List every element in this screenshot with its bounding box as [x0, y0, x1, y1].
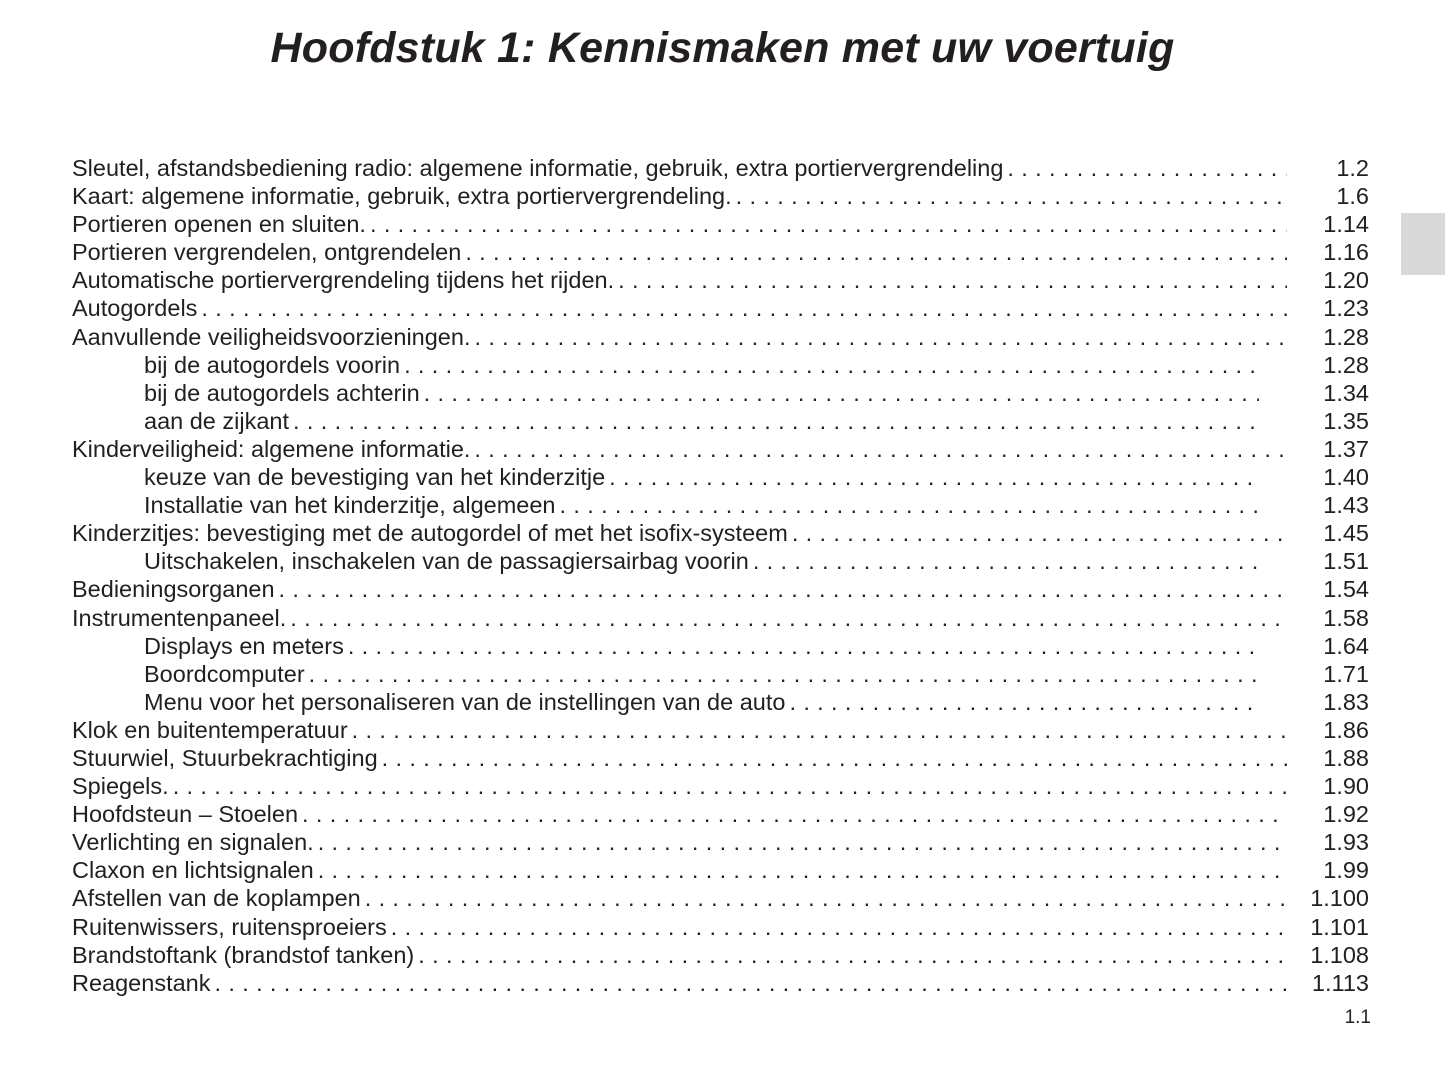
toc-subentry-label: bij de autogordels achterin . . .: [144, 379, 1259, 407]
toc-subentry[interactable]: [72, 407, 1372, 435]
toc-subentry-label: Uitschakelen, inschakelen van de passagiersairbag voorin . . .: [144, 547, 1259, 575]
toc-entry-page: 1.23: [1323, 295, 1369, 322]
toc-subentry[interactable]: [72, 463, 1372, 491]
toc-entry-page: 1.45: [1323, 520, 1369, 547]
toc-entry[interactable]: [72, 182, 1372, 210]
toc-entry-page: 1.20: [1323, 267, 1369, 294]
chapter-tab: [1401, 213, 1445, 275]
toc-entry-page: 1.37: [1323, 435, 1369, 462]
toc-entry-page: 1.108: [1310, 941, 1369, 968]
toc-entry-label: Afstellen van de koplampen . . .: [72, 884, 1287, 912]
toc-entry-page: 1.90: [1323, 773, 1369, 800]
toc-subentry-page: 1.34: [1323, 379, 1369, 406]
toc-entry[interactable]: [72, 969, 1372, 997]
toc-subentry[interactable]: [72, 660, 1372, 688]
toc-entry-page: 1.113: [1311, 969, 1369, 996]
toc-subentry-page: 1.28: [1323, 351, 1369, 378]
toc-entry-page: 1.86: [1323, 716, 1369, 743]
toc-entry[interactable]: [72, 941, 1372, 969]
toc-entry-page: 1.93: [1323, 829, 1369, 856]
toc-entry[interactable]: [72, 800, 1372, 828]
toc-subentry-label: Displays en meters . . .: [144, 632, 1259, 660]
toc-entry-page: 1.2: [1336, 155, 1369, 181]
toc-entry-page: 1.6: [1336, 183, 1369, 210]
toc-subentry-page: 1.83: [1323, 688, 1369, 715]
toc-entry-label: Kinderzitjes: bevestiging met de autogordel of met het isofix-systeem . . .: [72, 519, 1287, 547]
toc-entry-page: 1.99: [1323, 857, 1369, 884]
toc-subentry[interactable]: [72, 491, 1372, 519]
toc-subentry-page: 1.64: [1323, 632, 1369, 659]
toc-subentry[interactable]: [72, 632, 1372, 660]
toc-entry-label: Kaart: algemene informatie, gebruik, extra portiervergrendeling. . . .: [72, 182, 1287, 210]
toc-subentry[interactable]: [72, 351, 1372, 379]
toc-entry-label: Brandstoftank (brandstof tanken) . . .: [72, 941, 1287, 969]
toc-subentry-page: 1.35: [1323, 407, 1369, 434]
toc-entry-label: Reagenstank . . .: [72, 969, 1287, 997]
toc-entry[interactable]: [72, 575, 1372, 603]
toc-entry-label: Kinderveiligheid: algemene informatie. . . .: [72, 435, 1287, 463]
toc-entry-page: 1.58: [1323, 604, 1369, 631]
toc-subentry[interactable]: [72, 688, 1372, 716]
toc-entry[interactable]: [72, 238, 1372, 266]
toc-entry-page: 1.100: [1310, 885, 1369, 912]
toc-entry[interactable]: [72, 154, 1372, 182]
toc-subentry-label: bij de autogordels voorin . . .: [144, 351, 1259, 379]
toc-entry[interactable]: [72, 210, 1372, 238]
toc-entry-label: Ruitenwissers, ruitensproeiers . . .: [72, 913, 1287, 941]
toc-entry-label: Spiegels. . . .: [72, 772, 1287, 800]
toc-subentry-page: 1.71: [1323, 660, 1369, 687]
toc-subentry-label: Installatie van het kinderzitje, algemeen . . .: [144, 491, 1259, 519]
toc-entry-page: 1.16: [1323, 239, 1369, 266]
toc-entry[interactable]: [72, 744, 1372, 772]
toc-entry-label: Portieren openen en sluiten. . . .: [72, 210, 1287, 238]
toc-subentry-label: aan de zijkant . . .: [144, 407, 1259, 435]
toc-entry-label: Instrumentenpaneel. . . .: [72, 604, 1287, 632]
toc-entry[interactable]: [72, 828, 1372, 856]
toc-entry[interactable]: [72, 519, 1372, 547]
toc-entry[interactable]: [72, 435, 1372, 463]
toc-entry-label: Portieren vergrendelen, ontgrendelen . . .: [72, 238, 1287, 266]
toc-entry-page: 1.54: [1323, 576, 1369, 603]
toc-entry-label: Autogordels . . .: [72, 294, 1287, 322]
toc-subentry-label: Menu voor het personaliseren van de instellingen van de auto . . .: [144, 688, 1259, 716]
toc-entry-label: Bedieningsorganen . . .: [72, 575, 1287, 603]
page-title: Hoofdstuk 1: Kennismaken met uw voertuig: [270, 24, 1175, 72]
toc-entry-label: Automatische portiervergrendeling tijdens het rijden. . . .: [72, 266, 1287, 294]
toc-entry-label: Klok en buitentemperatuur . . .: [72, 716, 1287, 744]
toc-subentry-page: 1.51: [1323, 548, 1369, 575]
toc-entry-label: Aanvullende veiligheidsvoorzieningen. . . .: [72, 323, 1287, 351]
toc-entry-label: Stuurwiel, Stuurbekrachtiging . . .: [72, 744, 1287, 772]
toc-entry[interactable]: [72, 323, 1372, 351]
toc-entry-label: Verlichting en signalen. . . .: [72, 828, 1287, 856]
table-of-contents: [72, 154, 1372, 997]
toc-entry-page: 1.101: [1310, 913, 1369, 940]
toc-entry-page: 1.28: [1323, 323, 1369, 350]
toc-entry[interactable]: [72, 884, 1372, 912]
toc-subentry[interactable]: [72, 379, 1372, 407]
toc-entry[interactable]: [72, 772, 1372, 800]
toc-entry[interactable]: [72, 913, 1372, 941]
toc-entry-label: Claxon en lichtsignalen . . .: [72, 856, 1287, 884]
toc-entry[interactable]: [72, 294, 1372, 322]
toc-entry-page: 1.14: [1323, 211, 1369, 238]
toc-subentry-page: 1.43: [1323, 492, 1369, 519]
toc-entry[interactable]: [72, 604, 1372, 632]
toc-entry-label: Hoofdsteun – Stoelen . . .: [72, 800, 1287, 828]
toc-subentry-label: keuze van de bevestiging van het kinderzitje . . .: [144, 463, 1259, 491]
toc-entry-page: 1.92: [1323, 801, 1369, 828]
toc-entry[interactable]: [72, 266, 1372, 294]
toc-subentry-label: Boordcomputer . . .: [144, 660, 1259, 688]
toc-subentry-page: 1.40: [1323, 464, 1369, 491]
toc-entry-label: Sleutel, afstandsbediening radio: algemene informatie, gebruik, extra portiervergrendeling . . .: [72, 154, 1287, 182]
page-number: 1.1: [1344, 1007, 1371, 1028]
toc-entry[interactable]: [72, 856, 1372, 884]
toc-subentry[interactable]: [72, 547, 1372, 575]
toc-entry-page: 1.88: [1323, 744, 1369, 771]
toc-entry[interactable]: [72, 716, 1372, 744]
